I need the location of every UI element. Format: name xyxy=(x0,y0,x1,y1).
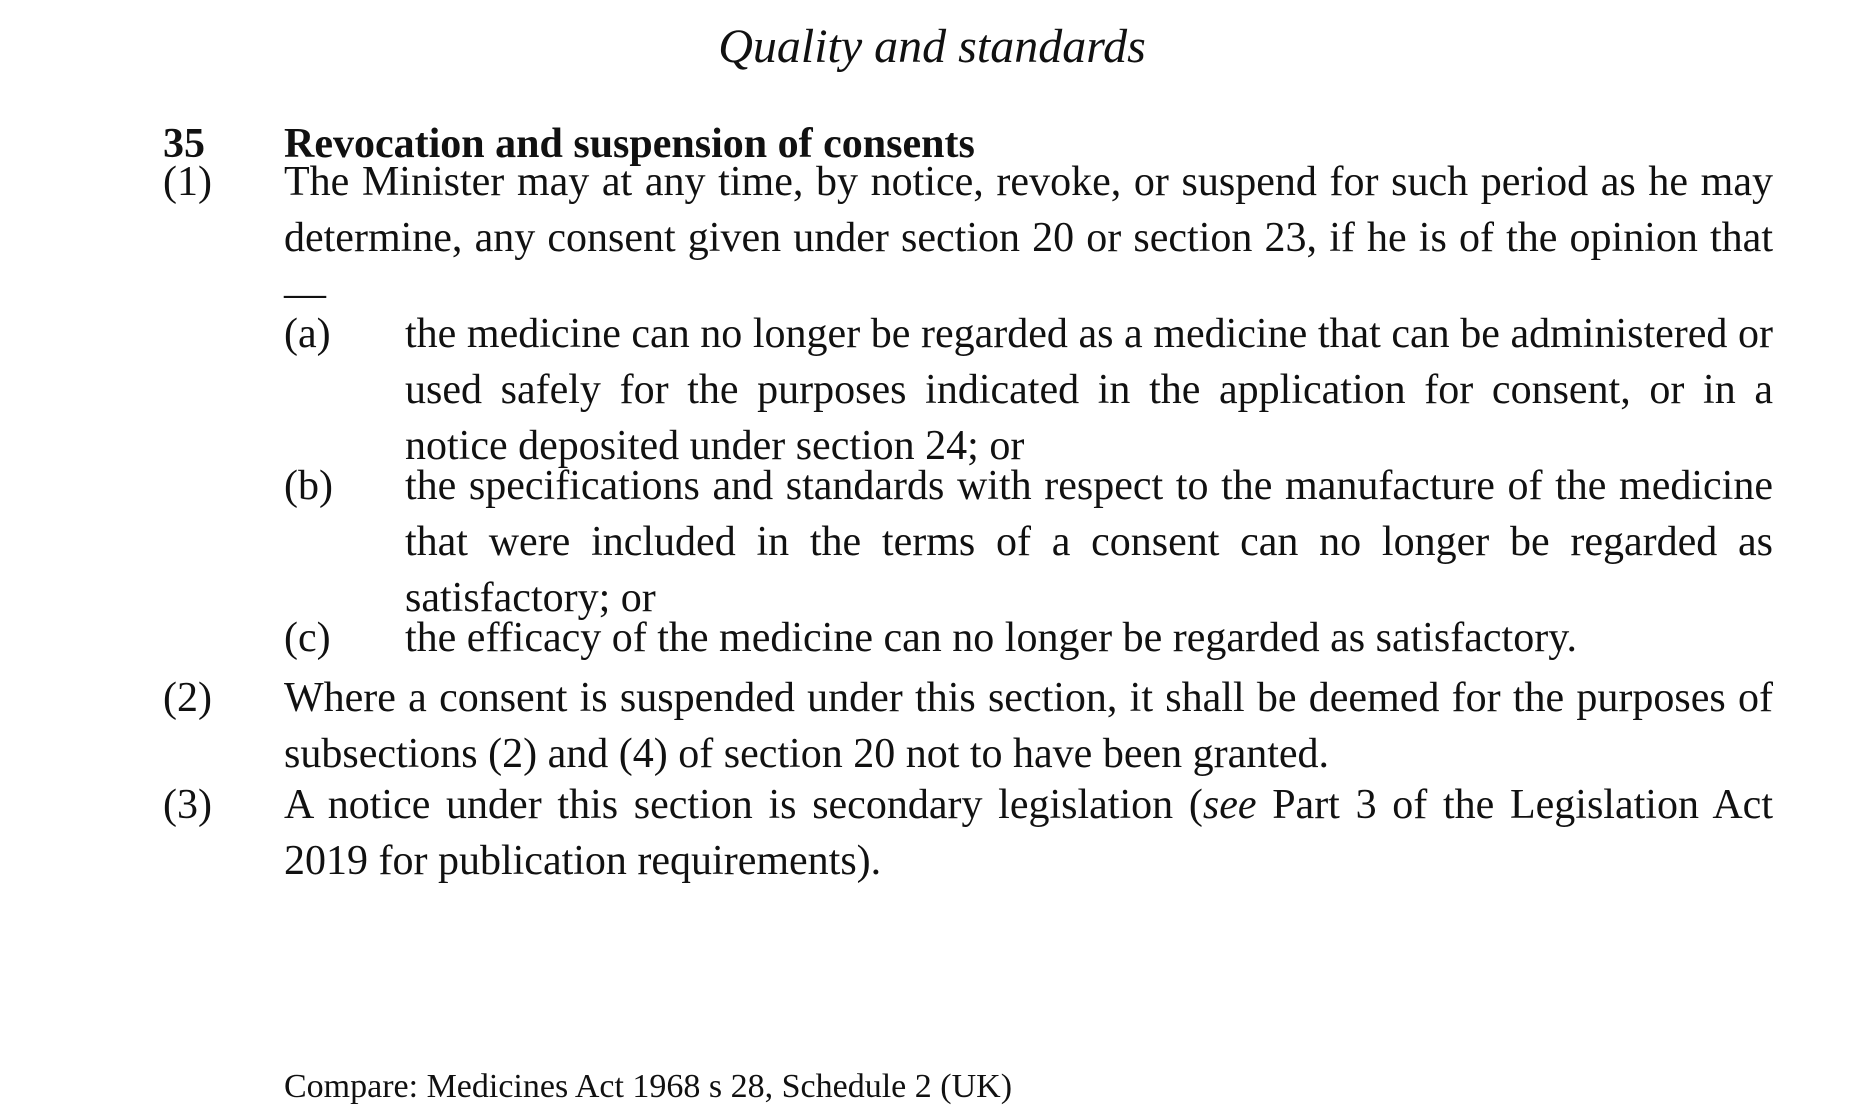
see-reference: see xyxy=(1202,782,1257,828)
subsection-text-end: Part 3 of the Legislation Act 2019 for publication requirements). xyxy=(284,782,1773,884)
subsection-label: (1) xyxy=(163,159,212,205)
subsection-text xyxy=(284,777,1773,889)
subsection-3 xyxy=(163,777,1773,889)
paragraph-text: the specifications and standards with respect to the manufacture of the medicine that were included in the terms of a consent can no longer be regarded as satisfactory; or xyxy=(405,463,1773,621)
section-title: Revocation and suspension of consents xyxy=(284,121,975,167)
subsection-text: Where a consent is suspended under this section, it shall be deemed for the purposes of subsections (2) and (4) of section 20 not to have been granted. xyxy=(284,675,1773,777)
subsection-text-start: A notice under this section is secondary legislation ( xyxy=(284,782,1203,828)
paragraph-label: (b) xyxy=(284,463,333,509)
subsection-1 xyxy=(163,154,1773,322)
paragraph-c xyxy=(284,610,1773,666)
section-number: 35 xyxy=(163,121,205,167)
running-head: Quality and standards xyxy=(718,20,1146,73)
subsection-label: (2) xyxy=(163,675,212,721)
paragraph-text: the efficacy of the medicine can no longer be regarded as satisfactory. xyxy=(405,615,1577,661)
paragraph-label: (c) xyxy=(284,615,331,661)
paragraph-text: the medicine can no longer be regarded as a medicine that can be administered or used safely for the purposes indicated in the application for consent, or in a notice deposited under section 24; or xyxy=(405,311,1773,469)
paragraph-b xyxy=(284,458,1773,626)
subsection-2 xyxy=(163,670,1773,782)
subsection-label: (3) xyxy=(163,782,212,828)
compare-note: Compare: Medicines Act 1968 s 28, Schedule 2 (UK) xyxy=(284,1068,1013,1105)
paragraph-label: (a) xyxy=(284,311,331,357)
subsection-text: The Minister may at any time, by notice, revoke, or suspend for such period as he may determine, any consent given under section 20 or section 23, if he is of the opinion that— xyxy=(284,159,1773,317)
paragraph-a xyxy=(284,306,1773,474)
